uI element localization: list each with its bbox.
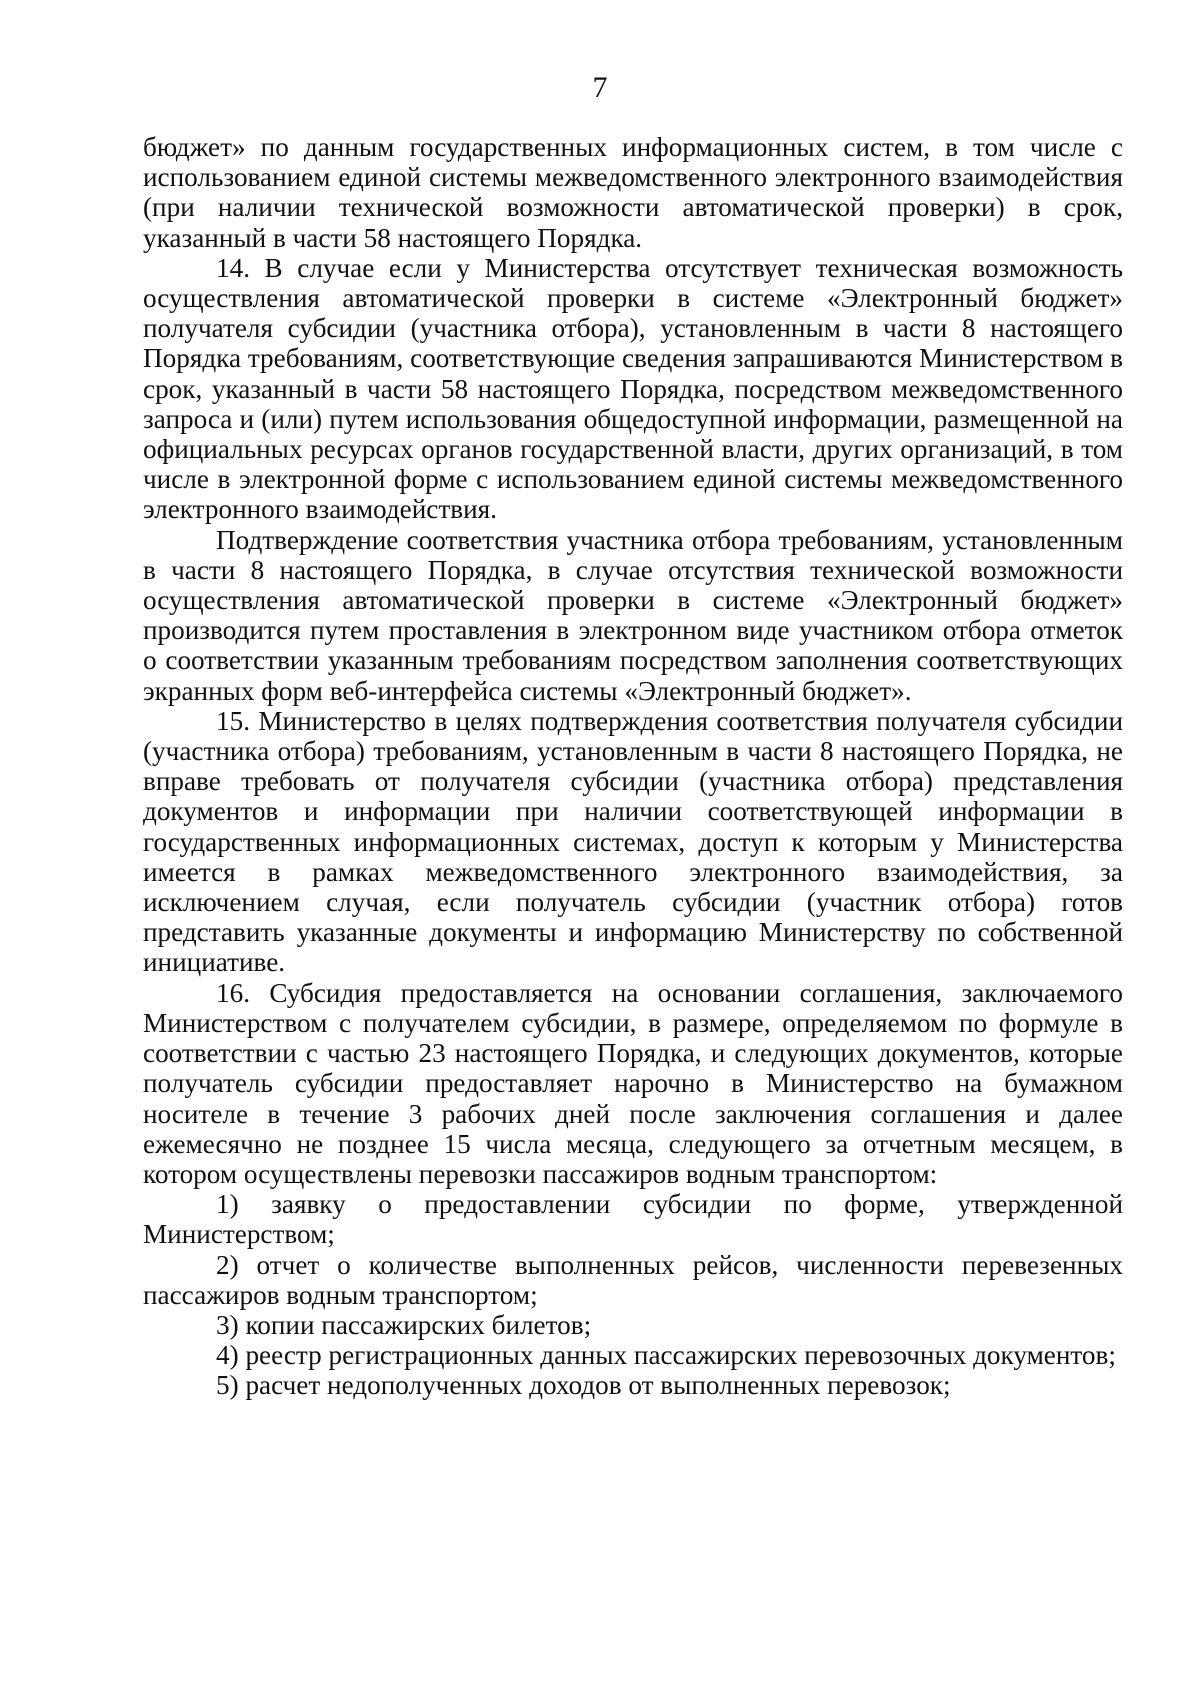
paragraph-clause-16: 16. Субсидия предоставляется на основании соглашения, заключаемого Министерством с получателем субсидии, в размере, определяемом по формуле в соответствии с частью 23 настоящего Порядка, и следующих документов, которые получатель субсидии предоставляет нарочно в Министерство на бумажном носителе в течение 3 рабочих дней после заключения соглашения и далее ежемесячно не позднее 15 числа месяца, следующего за отчетным месяцем, в котором осуществлены перевозки пассажиров водным транспортом:	[143, 977, 1123, 1189]
paragraph-confirmation: Подтверждение соответствия участника отбора требованиям, установленным в части 8 настоящего Порядка, в случае отсутствия технической возможности осуществления автоматической проверки в системе «Электронный бюджет» производится путем проставления в электронном виде участником отбора отметок о соответствии указанным требованиям посредством заполнения соответствующих экранных форм веб-интерфейса системы «Электронный бюджет».	[143, 524, 1123, 706]
list-item-3: 3) копии пассажирских билетов;	[216, 1309, 592, 1340]
list-item-1: 1) заявку о предоставлении субсидии по форме, утвержденной Министерством;	[143, 1189, 1123, 1250]
paragraph-clause-15: 15. Министерство в целях подтверждения соответствия получателя субсидии (участника отбора) требованиям, установленным в части 8 настоящего Порядка, не вправе требовать от получателя субсидии (участника отбора) представления документов и информации при наличии соответствующей информации в государственных информационных системах, доступ к которым у Министерства имеется в рамках межведомственного электронного взаимодействия, за исключением случая, если получатель субсидии (участник отбора) готов представить указанные документы и информацию Министерству по собственной инициативе.	[143, 705, 1123, 978]
list-item-5: 5) расчет недополученных доходов от выполненных перевозок;	[216, 1370, 951, 1401]
paragraph-continuation: бюджет» по данным государственных информационных систем, в том числе с использованием единой системы межведомственного электронного взаимодействия (при наличии технической возможности автоматической проверки) в срок, указанный в части 58 настоящего Порядка.	[143, 132, 1123, 253]
paragraph-clause-14: 14. В случае если у Министерства отсутствует техническая возможность осуществления автоматической проверки в системе «Электронный бюджет» получателя субсидии (участника отбора), установленным в части 8 настоящего Порядка требованиям, соответствующие сведения запрашиваются Министерством в срок, указанный в части 58 настоящего Порядка, посредством межведомственного запроса и (или) путем использования общедоступной информации, размещенной на официальных ресурсах органов государственной власти, других организаций, в том числе в электронной форме с использованием единой системы межведомственного электронного взаимодействия.	[143, 252, 1123, 525]
page-number: 7	[592, 71, 608, 104]
list-item-4: 4) реестр регистрационных данных пассажирских перевозочных документов;	[216, 1340, 1116, 1371]
document-body	[143, 132, 1123, 1401]
list-item-2: 2) отчет о количестве выполненных рейсов, численности перевезенных пассажиров водным транспортом;	[143, 1249, 1123, 1310]
